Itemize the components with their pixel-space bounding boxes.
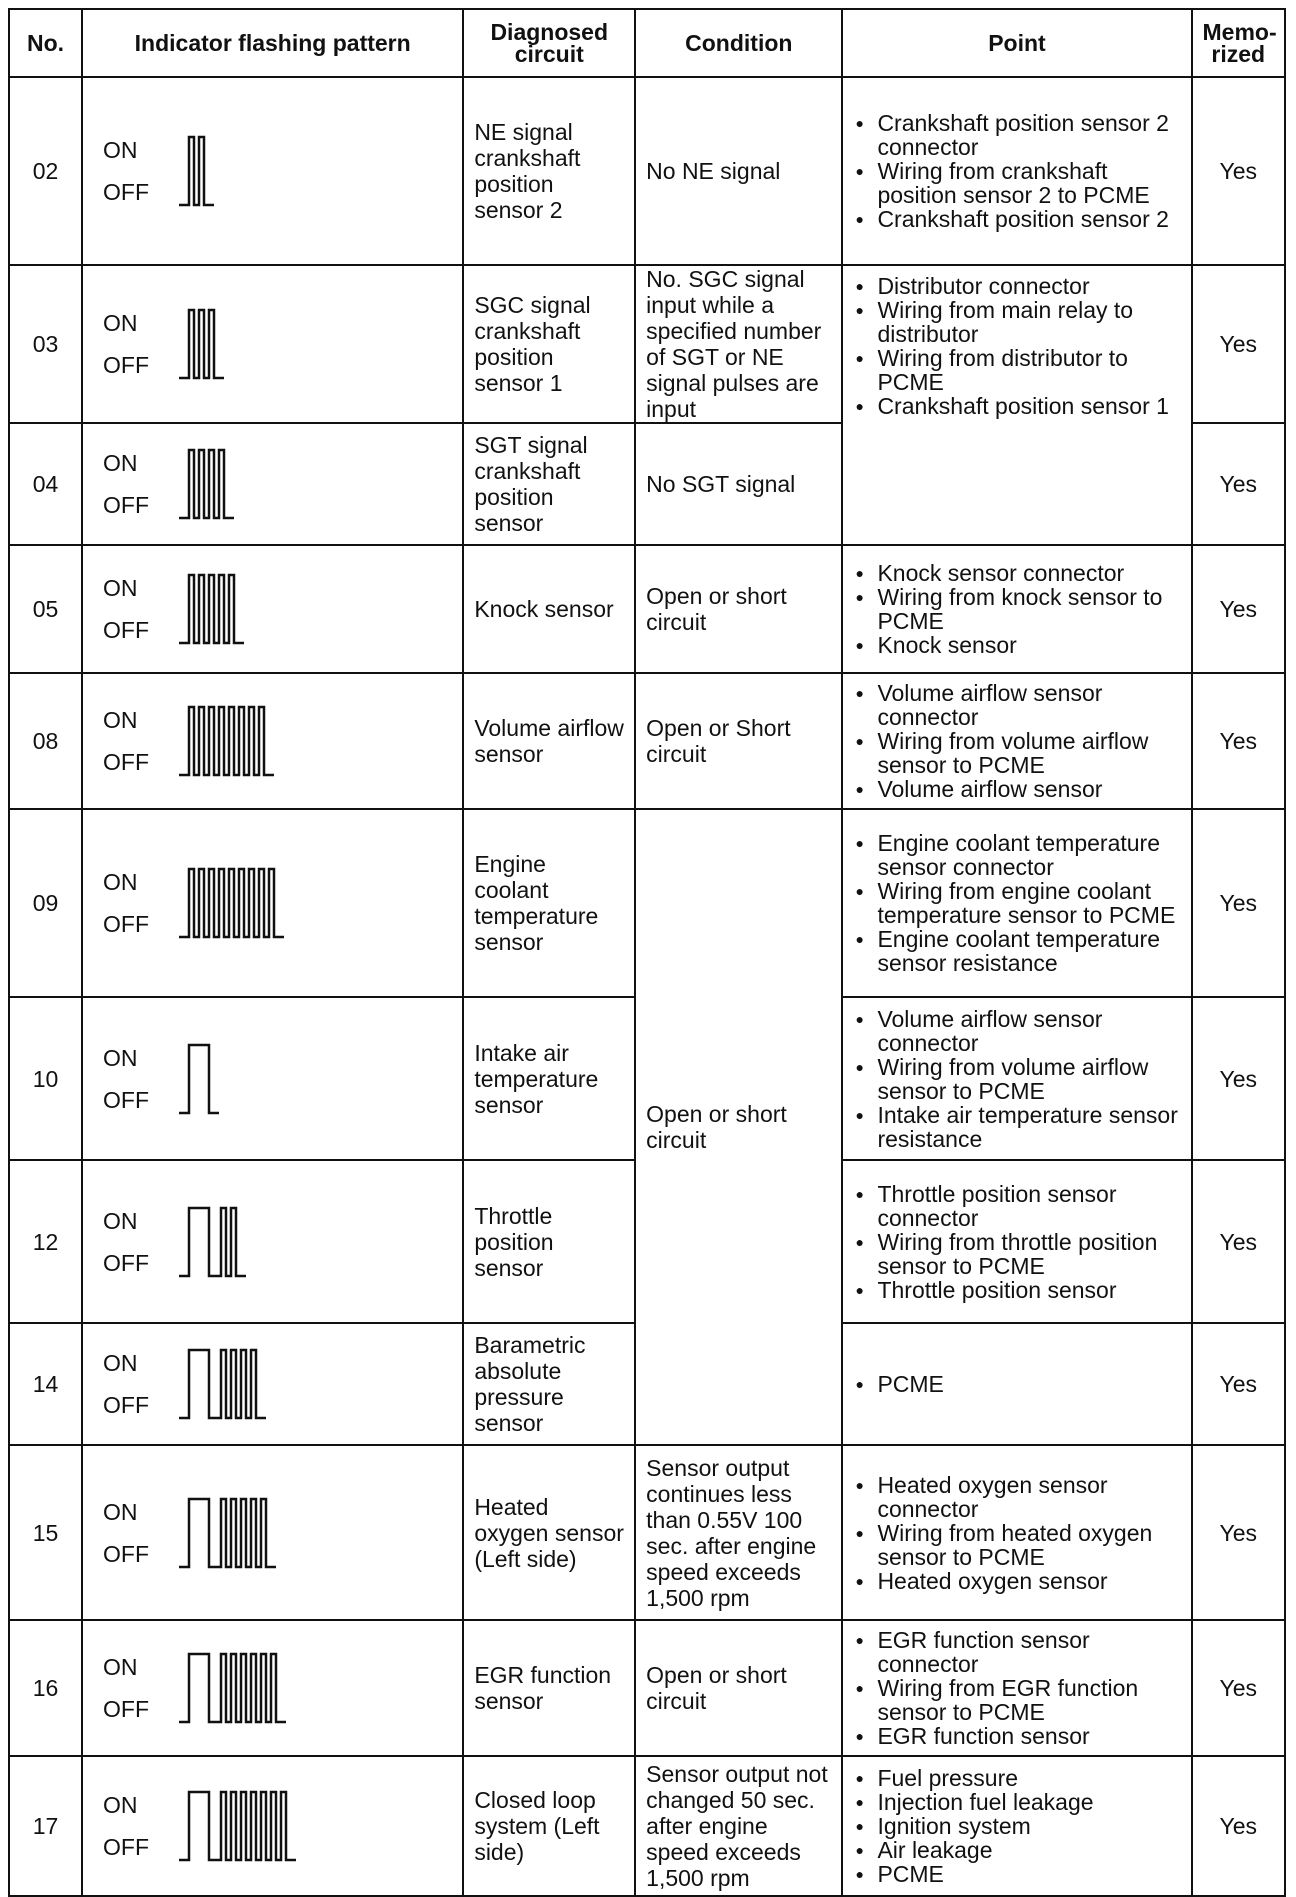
flash-pattern <box>82 673 463 809</box>
memorized-value: Yes <box>1192 77 1286 265</box>
pulse-waveform <box>177 1344 417 1424</box>
code-number: 16 <box>9 1620 82 1756</box>
point-item: ● Knock sensor <box>853 633 1180 657</box>
condition: Open or short circuit <box>635 1620 842 1756</box>
point-item: ● Throttle position sensor <box>853 1278 1180 1302</box>
off-label: OFF <box>103 1249 150 1276</box>
points-cell <box>842 997 1191 1160</box>
off-label: OFF <box>103 1540 150 1567</box>
memorized-value: Yes <box>1192 1323 1286 1445</box>
flash-pattern <box>82 1160 463 1323</box>
on-label: ON <box>103 450 138 476</box>
point-item: ● Throttle position sensor connector <box>853 1182 1180 1230</box>
point-item: ● Volume airflow sensor connector <box>853 681 1180 729</box>
table-row <box>9 1756 1285 1896</box>
points-list <box>853 1182 1180 1302</box>
points-list <box>853 561 1180 657</box>
waveform-line <box>179 137 214 205</box>
code-number: 12 <box>9 1160 82 1323</box>
diagnosed-circuit: Intake air temperature sensor <box>463 997 635 1160</box>
pulse-waveform <box>177 1648 417 1728</box>
condition: Open or short circuit <box>635 545 842 673</box>
on-label: ON <box>103 1044 138 1071</box>
waveform-line <box>179 1499 276 1567</box>
point-item: ● Volume airflow sensor connector <box>853 1007 1180 1055</box>
waveform-line <box>179 310 224 378</box>
point-item: ● Crankshaft position sensor 2 <box>853 207 1180 231</box>
on-label: ON <box>103 310 138 336</box>
off-label: OFF <box>103 1392 150 1418</box>
flash-pattern <box>82 1323 463 1445</box>
point-item: ● Fuel pressure <box>853 1766 1180 1790</box>
points-cell <box>842 809 1191 997</box>
diagnosed-circuit: Engine coolant temperature sensor <box>463 809 635 997</box>
points-cell <box>842 265 1191 545</box>
point-item: ● PCME <box>853 1372 1180 1396</box>
point-item: ● Engine coolant temperature sensor connector <box>853 831 1180 879</box>
condition: Sensor output not changed 50 sec. after engine speed exceeds 1,500 rpm <box>635 1756 842 1896</box>
points-cell <box>842 673 1191 809</box>
diagnosed-circuit: Throttle position sensor <box>463 1160 635 1323</box>
on-label: ON <box>103 869 138 895</box>
header-condition: Condition <box>635 9 842 77</box>
point-item: ● Wiring from EGR function sensor to PCME <box>853 1676 1180 1724</box>
diagnosed-circuit: Barametric absolute pressure sensor <box>463 1323 635 1445</box>
point-item: ● Wiring from engine coolant temperature sensor to PCME <box>853 879 1180 927</box>
on-label: ON <box>103 1792 138 1818</box>
point-item: ● Ignition system <box>853 1814 1180 1838</box>
flash-pattern <box>82 545 463 673</box>
point-item: ● Wiring from throttle position sensor to PCME <box>853 1230 1180 1278</box>
header-pattern: Indicator flashing pattern <box>82 9 463 77</box>
point-item: ● Wiring from main relay to distributor <box>853 298 1180 346</box>
point-item: ● Crankshaft position sensor 1 <box>853 394 1180 418</box>
table-row <box>9 265 1285 423</box>
table-row <box>9 1445 1285 1620</box>
header-no: No. <box>9 9 82 77</box>
point-item: ● Wiring from distributor to PCME <box>853 346 1180 394</box>
off-label: OFF <box>103 911 150 937</box>
point-item: ● Heated oxygen sensor connector <box>853 1473 1180 1521</box>
table-row <box>9 545 1285 673</box>
points-cell <box>842 1445 1191 1620</box>
pulse-waveform <box>177 1786 417 1866</box>
point-item: ● Wiring from heated oxygen sensor to PCME <box>853 1521 1180 1569</box>
point-item: ● EGR function sensor connector <box>853 1628 1180 1676</box>
points-list <box>853 1473 1180 1593</box>
flash-pattern <box>82 77 463 265</box>
diagnosed-circuit: Knock sensor <box>463 545 635 673</box>
points-list <box>853 1628 1180 1748</box>
memorized-value: Yes <box>1192 265 1286 423</box>
point-item: ● Wiring from crankshaft position sensor 2 to PCME <box>853 159 1180 207</box>
code-number: 15 <box>9 1445 82 1620</box>
points-cell <box>842 77 1191 265</box>
points-cell <box>842 1620 1191 1756</box>
pulse-waveform <box>177 131 417 211</box>
points-list <box>853 1766 1180 1886</box>
flash-pattern <box>82 423 463 545</box>
point-item: ● Crankshaft position sensor 2 connector <box>853 111 1180 159</box>
table-row <box>9 1620 1285 1756</box>
waveform-line <box>179 1045 219 1113</box>
pulse-waveform <box>177 569 417 649</box>
condition: No NE signal <box>635 77 842 265</box>
point-item: ● Intake air temperature sensor resistance <box>853 1103 1180 1151</box>
diagnosis-table <box>8 8 1286 1897</box>
point-item: ● Injection fuel leakage <box>853 1790 1180 1814</box>
waveform-line <box>179 1654 286 1722</box>
code-number: 05 <box>9 545 82 673</box>
point-item: ● EGR function sensor <box>853 1724 1180 1748</box>
point-item: ● Wiring from volume airflow sensor to PCME <box>853 729 1180 777</box>
off-label: OFF <box>103 1834 150 1860</box>
waveform-line <box>179 1792 296 1860</box>
points-cell <box>842 1323 1191 1445</box>
point-item: ● Wiring from knock sensor to PCME <box>853 585 1180 633</box>
pulse-waveform <box>177 701 417 781</box>
condition: No SGT signal <box>635 423 842 545</box>
waveform-line <box>179 869 284 937</box>
table-row <box>9 673 1285 809</box>
code-number: 04 <box>9 423 82 545</box>
on-label: ON <box>103 137 138 163</box>
code-number: 14 <box>9 1323 82 1445</box>
on-label: ON <box>103 707 138 733</box>
memorized-value: Yes <box>1192 809 1286 997</box>
point-item: ● PCME <box>853 1862 1180 1886</box>
point-item: ● Air leakage <box>853 1838 1180 1862</box>
points-list <box>853 111 1180 231</box>
diagnosed-circuit: Closed loop system (Left side) <box>463 1756 635 1896</box>
on-label: ON <box>103 1350 138 1376</box>
header-circuit: Diagnosed circuit <box>463 9 635 77</box>
pulse-waveform <box>177 1039 417 1119</box>
flash-pattern <box>82 265 463 423</box>
point-item: ● Distributor connector <box>853 274 1180 298</box>
condition: No. SGC signal input while a specified number of SGT or NE signal pulses are input <box>635 265 842 423</box>
on-label: ON <box>103 1654 138 1680</box>
waveform-line <box>179 1208 246 1276</box>
point-item: ● Heated oxygen sensor <box>853 1569 1180 1593</box>
point-item: ● Engine coolant temperature sensor resistance <box>853 927 1180 975</box>
on-label: ON <box>103 575 138 601</box>
pulse-waveform <box>177 1202 417 1282</box>
points-cell <box>842 1756 1191 1896</box>
header-point: Point <box>842 9 1191 77</box>
on-label: ON <box>103 1207 138 1234</box>
diagnosed-circuit: NE signal crankshaft position sensor 2 <box>463 77 635 265</box>
pulse-waveform <box>177 444 417 524</box>
diagnosed-circuit: Volume airflow sensor <box>463 673 635 809</box>
memorized-value: Yes <box>1192 1160 1286 1323</box>
table-row <box>9 77 1285 265</box>
memorized-value: Yes <box>1192 1620 1286 1756</box>
waveform-line <box>179 1350 266 1418</box>
off-label: OFF <box>103 492 150 518</box>
condition: Open or Short circuit <box>635 673 842 809</box>
flash-pattern <box>82 1620 463 1756</box>
diagnosed-circuit: EGR function sensor <box>463 1620 635 1756</box>
diagnosed-circuit: SGC signal crankshaft position sensor 1 <box>463 265 635 423</box>
flash-pattern <box>82 1445 463 1620</box>
points-list <box>853 1007 1180 1151</box>
diagnosis-table-container <box>8 8 1286 1897</box>
off-label: OFF <box>103 1696 150 1722</box>
memorized-value: Yes <box>1192 423 1286 545</box>
diagnosed-circuit: SGT signal crankshaft position sensor <box>463 423 635 545</box>
point-item: ● Wiring from volume airflow sensor to PCME <box>853 1055 1180 1103</box>
code-number: 02 <box>9 77 82 265</box>
flash-pattern <box>82 809 463 997</box>
pulse-waveform <box>177 1493 417 1573</box>
off-label: OFF <box>103 179 150 205</box>
flash-pattern <box>82 1756 463 1896</box>
code-number: 09 <box>9 809 82 997</box>
header-row <box>9 9 1285 77</box>
points-list <box>853 1372 1180 1396</box>
points-list <box>853 681 1180 801</box>
pulse-waveform <box>177 863 417 943</box>
code-number: 17 <box>9 1756 82 1896</box>
memorized-value: Yes <box>1192 1445 1286 1620</box>
header-memorized: Memo-rized <box>1192 9 1286 77</box>
waveform-line <box>179 575 244 643</box>
points-cell <box>842 545 1191 673</box>
condition-shared: Open or short circuit <box>635 809 842 1445</box>
code-number: 03 <box>9 265 82 423</box>
code-number: 10 <box>9 997 82 1160</box>
memorized-value: Yes <box>1192 545 1286 673</box>
points-list <box>853 274 1180 418</box>
condition: Sensor output continues less than 0.55V 100 sec. after engine speed exceeds 1,500 rpm <box>635 1445 842 1620</box>
waveform-line <box>179 450 234 518</box>
code-number: 08 <box>9 673 82 809</box>
off-label: OFF <box>103 617 150 643</box>
points-list <box>853 831 1180 975</box>
off-label: OFF <box>103 352 150 378</box>
off-label: OFF <box>103 1086 150 1113</box>
table-row <box>9 809 1285 997</box>
flash-pattern <box>82 997 463 1160</box>
point-item: ● Knock sensor connector <box>853 561 1180 585</box>
pulse-waveform <box>177 304 417 384</box>
diagnosed-circuit: Heated oxygen sensor (Left side) <box>463 1445 635 1620</box>
points-cell <box>842 1160 1191 1323</box>
memorized-value: Yes <box>1192 673 1286 809</box>
memorized-value: Yes <box>1192 1756 1286 1896</box>
on-label: ON <box>103 1498 138 1525</box>
off-label: OFF <box>103 749 150 775</box>
point-item: ● Volume airflow sensor <box>853 777 1180 801</box>
waveform-line <box>179 707 274 775</box>
memorized-value: Yes <box>1192 997 1286 1160</box>
